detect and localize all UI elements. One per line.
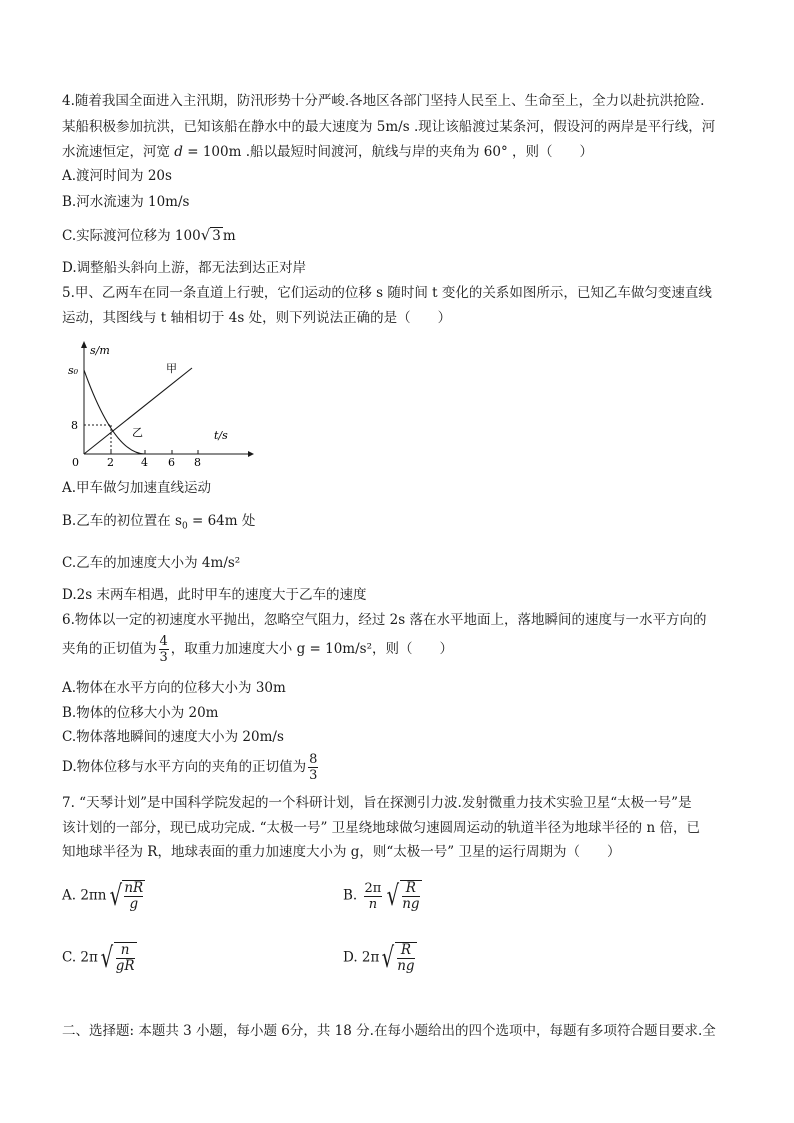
x-tick-8: 8: [194, 456, 201, 466]
q7-option-d-prefix: D. 2π: [343, 949, 380, 966]
sqrt-expression: [107, 880, 146, 912]
q7-option-b: [343, 880, 422, 912]
q5-stem-line2: 运动，其图线与 t 轴相切于 4s 处，则下列说法正确的是（ ）: [62, 310, 452, 326]
q5-option-c: C.乙车的加速度大小为 4m/s²: [62, 555, 241, 571]
q4-stem-line3-c: = 100m .船以最短时间渡河，航线与岸的夹角为 60° ，则（ ）: [182, 144, 594, 160]
q4-var-d: d: [174, 144, 183, 160]
q5-option-b-subscript: 0: [181, 521, 188, 532]
q7-stem-line2: 该计划的一部分，现已成功完成. “太极一号” 卫星绕地球做匀速圆周运动的轨道半径为地球半径的 n 倍，已: [62, 820, 700, 836]
q6-stem-line1: 6.物体以一定的初速度水平抛出，忽略空气阻力，经过 2s 落在水平地面上，落地瞬间的速度与一水平方向的: [62, 612, 707, 628]
x-tick-0: 0: [72, 456, 79, 466]
q4-stem-line3-a: 水流速恒定，河宽: [62, 144, 175, 160]
sqrt-expression: [379, 942, 416, 974]
q7-option-b-prefix: B.: [343, 887, 362, 904]
series-yi-label: 乙: [132, 426, 143, 439]
q5-position-time-graph: [62, 338, 262, 466]
fraction-2pi-n: [364, 881, 383, 912]
q4-option-c-text: C.实际渡河位移为 100: [62, 228, 201, 244]
q6-stem-line2: [62, 634, 453, 665]
q4-stem-line3: [62, 142, 593, 162]
q6-option-d: [62, 752, 320, 783]
sqrt-expression: [98, 942, 137, 974]
q5-option-b-text: B.乙车的初位置在 s: [62, 513, 182, 529]
fraction-4-3: [159, 634, 169, 665]
q6-option-c: C.物体落地瞬间的速度大小为 20m/s: [62, 729, 284, 745]
y-axis-arrow: [81, 341, 87, 348]
fraction-numerator: 2π: [364, 880, 382, 896]
sqrt-sign: √: [387, 879, 400, 912]
q7-option-a: [62, 880, 145, 912]
sqrt-sign: √: [382, 941, 395, 974]
q4-option-c-unit: m: [222, 228, 236, 244]
q4-option-c-radicand: 3: [212, 228, 221, 244]
fraction-denominator: ng: [397, 958, 415, 974]
q5-option-a: A.甲车做匀加速直线运动: [62, 480, 212, 496]
q4-stem-line1: 4.随着我国全面进入主汛期，防汛形势十分严峻.各地区各部门坚持人民至上、生命至上，全力以赴抗洪抢险.: [62, 93, 705, 109]
q4-stem-line2: 某船积极参加抗洪，已知该船在静水中的最大速度为 5m/s .现让该船渡过某条河，假设河的两岸是平行线，河: [62, 119, 716, 135]
sqrt-sign: √: [200, 226, 211, 244]
q4-option-d: D.调整船头斜向上游，都无法到达正对岸: [62, 260, 307, 276]
fraction-numerator: 4: [159, 634, 168, 649]
x-tick-4: 4: [141, 456, 148, 466]
fraction-numerator: n: [116, 943, 135, 959]
q5-stem-line1: 5.甲、乙两车在同一条直道上行驶，它们运动的位移 s 随时间 t 变化的关系如图所示，已知乙车做匀变速直线: [62, 285, 712, 301]
q6-stem-line2-b: ，取重力加速度大小 g = 10m/s²，则（ ）: [170, 641, 453, 657]
fraction-denominator: ng: [402, 896, 420, 912]
y-tick-s0: s₀: [68, 364, 79, 377]
q4-option-a: A.渡河时间为 20s: [62, 168, 172, 184]
q5-option-d: D.2s 末两车相遇，此时甲车的速度大于乙车的速度: [62, 587, 367, 603]
q7-option-c: [62, 942, 137, 974]
fraction-denominator: n: [368, 896, 378, 912]
fraction-denominator: 3: [309, 768, 318, 783]
series-yi-curve: [84, 370, 145, 454]
q5-option-b-value: = 64m 处: [187, 513, 256, 529]
q6-option-d-text: D.物体位移与水平方向的夹角的正切值为: [62, 759, 307, 775]
q6-option-b: B.物体的位移大小为 20m: [62, 705, 219, 721]
fraction-numerator: R: [402, 881, 419, 897]
q4-option-c: [62, 225, 236, 246]
series-jia-label: 甲: [166, 362, 177, 375]
fraction-denominator: 3: [159, 650, 168, 665]
section-2-heading: 二、选择题: 本题共 3 小题，每小题 6分，共 18 分.在每小题给出的四个选项中，每题有多项符合题目要求.全: [62, 1023, 716, 1039]
x-axis-label: t/s: [214, 429, 228, 442]
fraction-denominator: g: [129, 896, 139, 912]
sqrt-sign: √: [100, 941, 114, 974]
fraction-numerator: 8: [309, 752, 318, 767]
x-tick-6: 6: [168, 456, 175, 466]
q6-stem-line2-a: 夹角的正切值为: [62, 641, 157, 657]
q7-stem-line1: 7. “天琴计划”是中国科学院发起的一个科研计划，旨在探测引力波.发射微重力技术实验卫星“太极一号”是: [62, 795, 692, 811]
fraction-numerator: R: [397, 943, 414, 959]
q7-option-c-prefix: C. 2π: [62, 949, 98, 966]
sqrt-expression: [384, 880, 421, 912]
x-axis-arrow: [248, 451, 254, 457]
q7-option-d: [343, 942, 417, 974]
series-jia-line: [84, 368, 192, 454]
q4-option-b: B.河水流速为 10m/s: [62, 194, 190, 210]
q7-option-a-prefix: A. 2πn: [62, 887, 107, 904]
q6-option-a: A.物体在水平方向的位移大小为 30m: [62, 680, 286, 696]
y-axis-label: s/m: [90, 344, 110, 357]
fraction-numerator: nR: [124, 880, 144, 896]
y-tick-8: 8: [71, 419, 78, 432]
x-tick-2: 2: [107, 456, 114, 466]
q5-option-b: [62, 511, 255, 537]
q7-stem-line3: 知地球半径为 R，地球表面的重力加速度大小为 g，则“太极一号” 卫星的运行周期为（ ）: [62, 844, 621, 860]
fraction-8-3: [308, 752, 318, 783]
sqrt-sign: √: [109, 879, 122, 912]
fraction-denominator: gR: [115, 958, 135, 974]
